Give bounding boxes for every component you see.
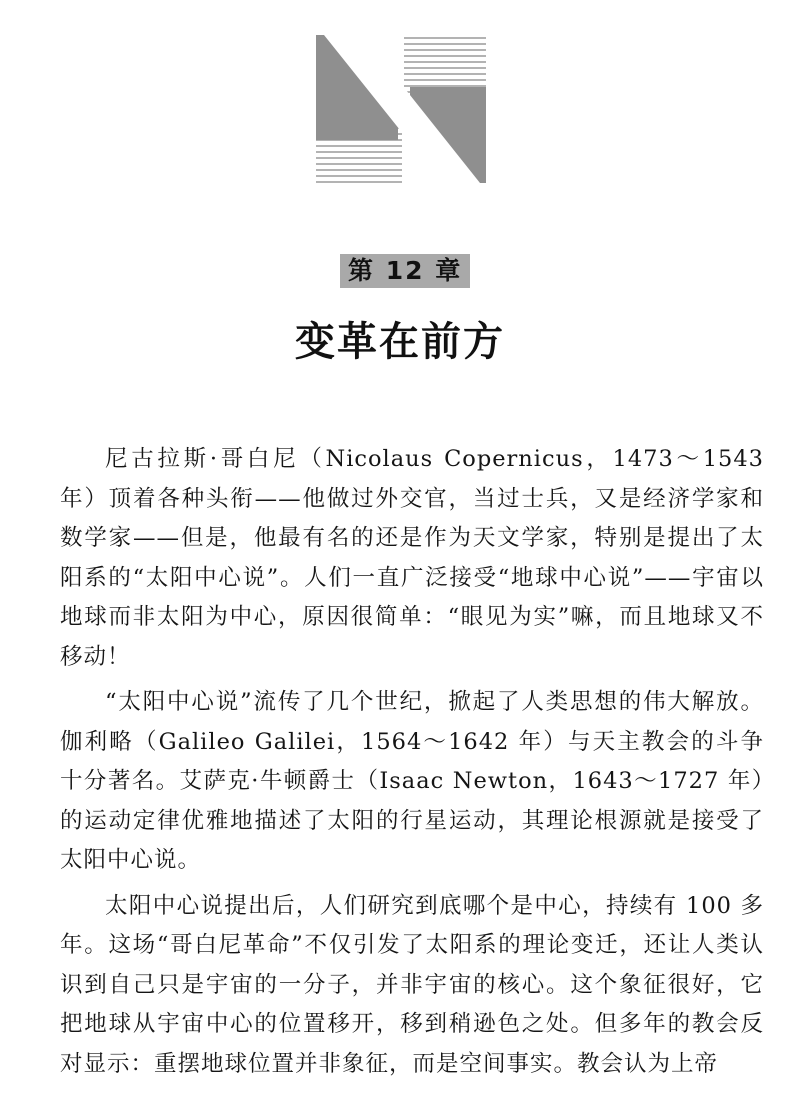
paragraph-2: “太阳中心说”流传了几个世纪，掀起了人类思想的伟大解放。伽利略（Galileo Galilei，1564～1642 年）与天主教会的斗争十分著名。艾萨克·牛顿爵士（Isaac Newton，1643～1727 年）的运动定律优雅地描述了太阳的行星运动，其理论根源就是接受了太阳中心说。 — [60, 689, 764, 873]
chapter-title: 变革在前方 — [295, 319, 505, 365]
paragraph-3: 太阳中心说提出后，人们研究到底哪个是中心，持续有 100 多年。这场“哥白尼革命”不仅引发了太阳系的理论变迁，还让人类认识到自己只是宇宙的一分子，并非宇宙的核心。这个象征很好，它把地球从宇宙中心的位置移开，移到稍逊色之处。但多年的教会反对显示：重摆地球位置并非象征，而是空间事实。教会认为上帝 — [60, 892, 764, 1077]
body-text — [60, 440, 764, 1084]
chapter-number-badge: 第 12 章 — [340, 254, 470, 288]
chapter-emblem-icon — [316, 35, 486, 183]
paragraph-1: 尼古拉斯·哥白尼（Nicolaus Copernicus，1473～1543 年）顶着各种头衔——他做过外交官，当过士兵，又是经济学家和数学家——但是，他最有名的还是作为天文学家，特别是提出了太阳系的“太阳中心说”。人们一直广泛接受“地球中心说”——宇宙以地球而非太阳为中心，原因很简单：“眼见为实”嘛，而且地球又不移动！ — [60, 446, 764, 670]
